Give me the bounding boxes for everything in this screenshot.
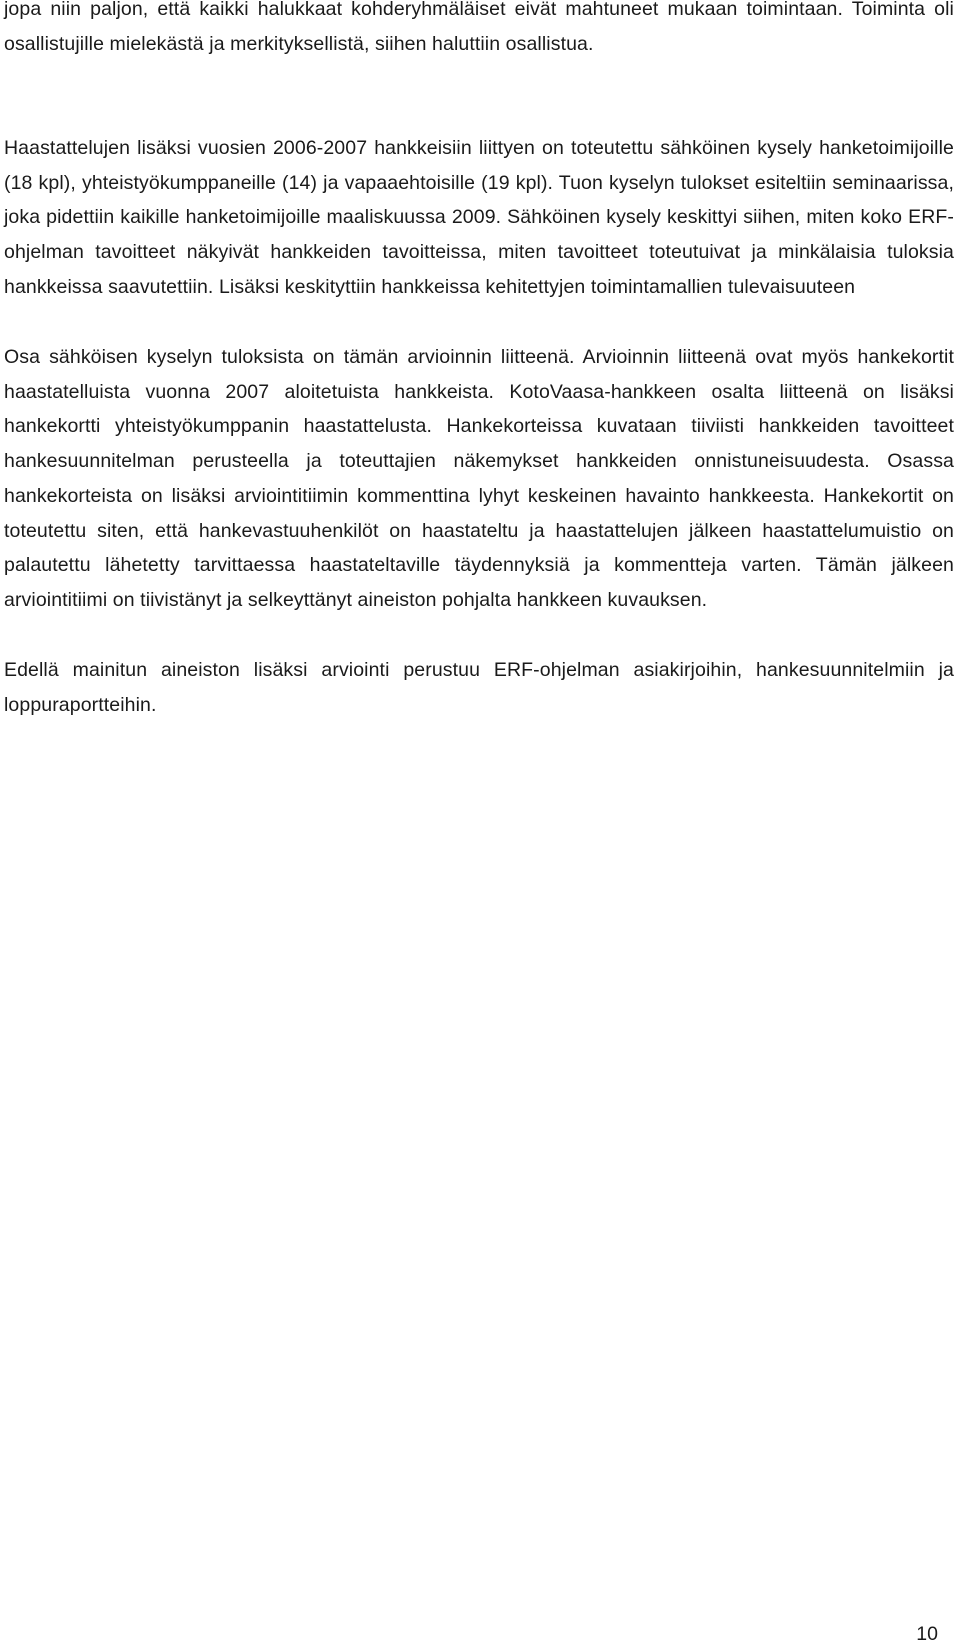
paragraph-survey: Haastattelujen lisäksi vuosien 2006-2007 hankkeisiin liittyen on toteutettu sähköinen kysely hanketoimijoille (18 kpl), yhteistyökumppaneille (14) ja vapaaehtoisille (19 kpl). Tuon kyselyn tulokset esiteltiin seminaarissa, joka pidettiin kaikille hanketoimijoille maaliskuussa 2009. Sähköinen kysely keskittyi siihen, miten koko ERF-ohjelman tavoitteet näkyivät hankkeiden tavoitteissa, miten tavoitteet toteutuivat ja minkälaisia tuloksia hankkeissa saavutettiin. Lisäksi keskityttiin hankkeissa kehitettyjen toimintamallien tulevaisuuteen bbox=[4, 137, 954, 298]
paragraph-sources: Edellä mainitun aineiston lisäksi arviointi perustuu ERF-ohjelman asiakirjoihin, hankesuunnitelmiin ja loppuraportteihin. bbox=[4, 659, 954, 716]
paragraph-continuation: jopa niin paljon, että kaikki halukkaat kohderyhmäläiset eivät mahtuneet mukaan toimintaan. Toiminta oli osallistujille mielekästä ja merkityksellistä, siihen haluttiin osallistua. bbox=[4, 0, 954, 55]
paragraph-appendix: Osa sähköisen kyselyn tuloksista on tämän arvioinnin liitteenä. Arvioinnin liitteenä ovat myös hankekortit haastatelluista vuonna 2007 aloitetuista hankkeista. KotoVaasa-hankkeen osalta liitteenä on lisäksi hankekortti yhteistyökumppanin haastattelusta. Hankekorteissa kuvataan tiiviisti hankkeiden tavoitteet hankesuunnitelman perusteella ja toteuttajien näkemykset hankkeiden onnistuneisuudesta. Osassa hankekorteista on lisäksi arviointitiimin kommenttina lyhyt keskeinen havainto hankkeesta. Hankekortit on toteutettu siten, että hankevastuuhenkilöt on haastateltu ja haastattelujen jälkeen haastattelumuistio on palautettu lähetetty tarvittaessa haastateltaville täydennyksiä ja kommentteja varten. Tämän jälkeen arviointitiimi on tiivistänyt ja selkeyttänyt aineiston pohjalta hankkeen kuvauksen. bbox=[4, 346, 954, 611]
page-number: 10 bbox=[916, 1623, 938, 1645]
